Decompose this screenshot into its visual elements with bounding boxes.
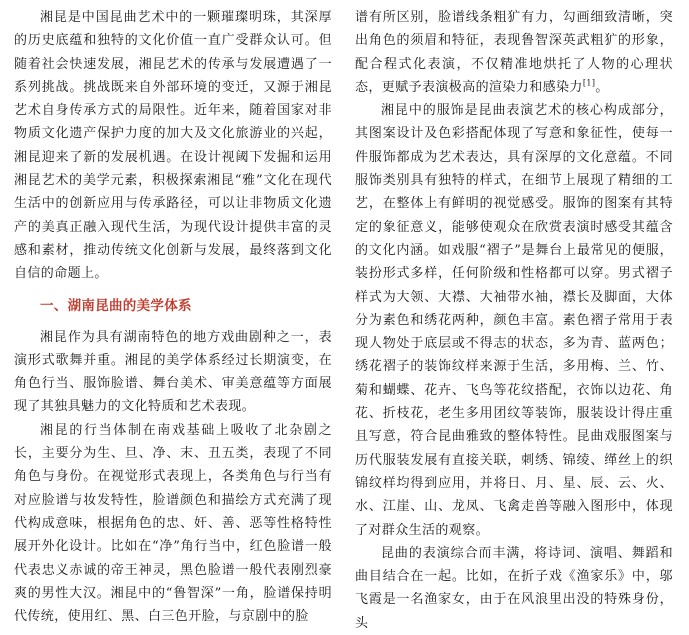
performance-paragraph: 昆曲的表演综合而丰满，将诗词、演唱、舞蹈和曲目结合在一起。比如，在折子戏《渔家乐》中，邬飞霞是一名渔家女，由于在风浪里出没的特殊身份，头 bbox=[355, 545, 673, 631]
left-column bbox=[14, 6, 332, 628]
costume-paragraph: 湘昆中的服饰是昆曲表演艺术的核心构成部分，其图案设计及色彩搭配体现了写意和象征性，使每一件服饰都成为艺术表达，具有深厚的文化意蕴。不同服饰类别具有独特的样式，在细节上展现了精细的工艺，在整体上有鲜明的视觉感受。服饰的图案有其特定的象征意义，能够使观众在欣赏表演时感受其蕴含的文化内涵。如戏服“褶子”是舞台上最常见的便服，装扮形式多样，任何阶级和性格都可以穿。男式褶子样式为大领、大襟、大袖带水袖，襟长及脚面，大体分为素色和绣花两种，颜色丰富。素色褶子常用于表现人物处于底层或不得志的状态，多为青、蓝两色；绣花褶子的装饰纹样来源于生活，多用梅、兰、竹、菊和蝴蝶、花卉、飞鸟等花纹搭配，衣饰以边花、角花、折枝花，老生多用团纹等装饰，服装设计得庄重且写意，符合昆曲雅致的整体特性。昆曲戏服图案与历代服装发展有直接关联，刺绣、锦绫、缂丝上的织锦纹样均得到应用，并将日、月、星、辰、云、火、水、江崖、山、龙凤、飞禽走兽等融入图形中，体现了对群众生活的观察。 bbox=[355, 103, 673, 538]
facial-makeup-text: 谱有所区别，脸谱线条粗犷有力，勾画细致清晰，突出角色的须眉和特征，表现鲁智深英武粗犷的形象，配合程式化表演，不仅精准地烘托了人物的心理状态，更赋予表演极高的渲染力和感染力 bbox=[355, 10, 673, 95]
role-system-paragraph: 湘昆的行当体制在南戏基础上吸收了北杂剧之长，主要分为生、旦、净、末、丑五类，表现了不同角色与身份。在视觉形式表现上，各类角色与行当有对应脸谱与妆发特性，脸谱颜色和描绘方式充满了现代构成意味，根据角色的忠、奸、善、恶等性格特性展开外化设计。比如在“净”角行当中，红色脸谱一般代表忠义赤诚的帝王神灵，黑色脸谱一般代表刚烈豪爽的男性大汉。湘昆中的“鲁智深”一角，脸谱保持明代传统，使用红、黑、白三色开脸，与京剧中的脸 bbox=[14, 422, 332, 625]
facial-makeup-text-end: 。 bbox=[595, 79, 609, 95]
right-column bbox=[355, 6, 673, 635]
aesthetic-system-paragraph: 湘昆作为具有湖南特色的地方戏曲剧种之一，表演形式歌舞并重。湘昆的美学体系经过长期演变，在角色行当、服饰脸谱、舞台美术、审美意蕴等方面展现了其独具魅力的文化特质和艺术表现。 bbox=[14, 329, 332, 415]
reference-marker: [1] bbox=[582, 78, 596, 88]
intro-paragraph: 湘昆是中国昆曲艺术中的一颗璀璨明珠，其深厚的历史底蕴和独特的文化价值一直广受群众认可。但随着社会快速发展，湘昆艺术的传承与发展遭遇了一系列挑战。挑战既来自外部环境的变迁，又源于湘昆艺术自身传承方式的局限性。近年来，随着国家对非物质文化遗产保护力度的加大及文化旅游业的兴起，湘昆迎来了新的发展机遇。在设计视阈下发掘和运用湘昆艺术的美学元素，积极探索湘昆“雅”文化在现代生活中的创新应用与传承路径，可以让非物质文化遗产的美真正融入现代生活，为现代设计提供丰富的灵感和素材，推动传统文化创新与发展，最终落到文化自信的命题上。 bbox=[14, 10, 332, 282]
facial-makeup-continued-paragraph bbox=[355, 6, 673, 99]
section-heading: 一、湖南昆曲的美学体系 bbox=[40, 297, 192, 314]
